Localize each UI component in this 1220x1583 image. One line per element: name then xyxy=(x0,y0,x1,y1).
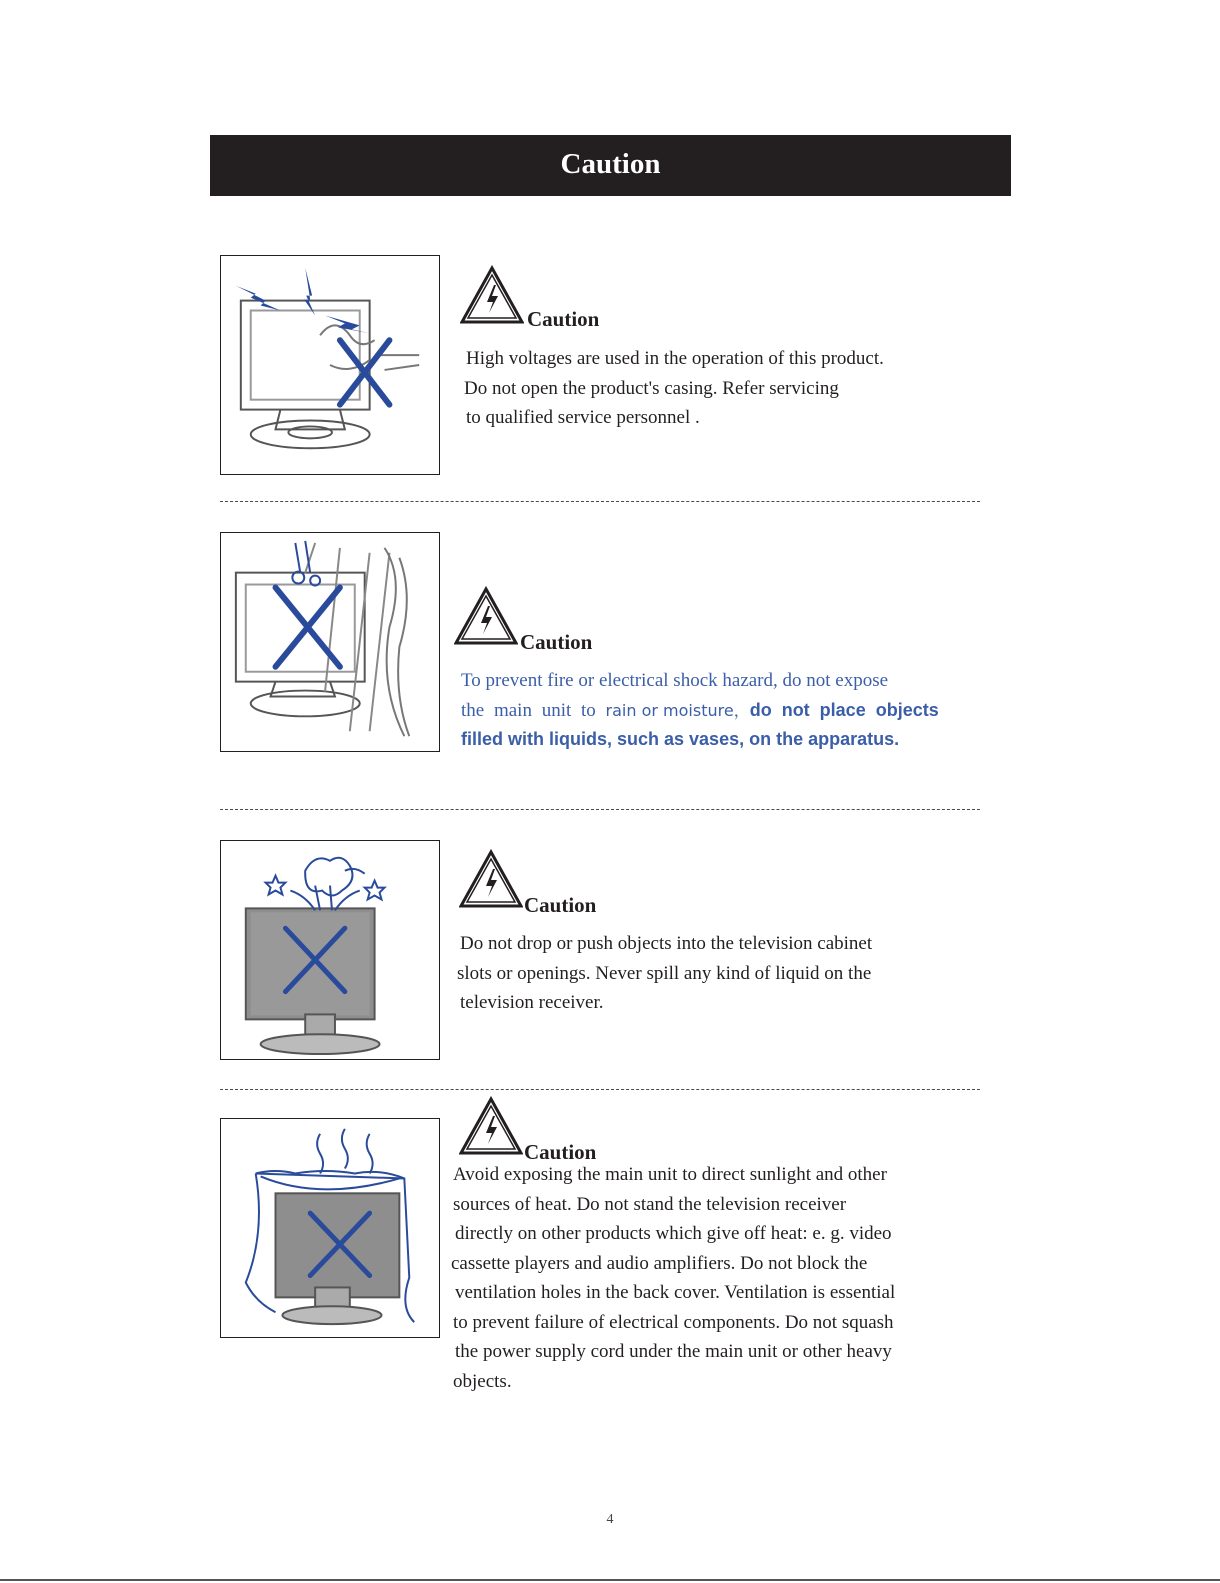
caution-text-objects xyxy=(457,929,873,1018)
text-line: To prevent fire or electrical shock hazard, do not expose xyxy=(461,670,889,691)
text-fragment: rain or moisture， xyxy=(605,700,750,720)
text-line: directly on other products which give off heat: e. g. video xyxy=(455,1223,892,1244)
electric-shock-warning-icon xyxy=(454,586,518,646)
section-divider xyxy=(220,1089,980,1090)
page-title: Caution xyxy=(560,148,661,180)
text-line: to qualified service personnel . xyxy=(466,407,700,428)
illustration-tv-rain-moisture xyxy=(220,532,440,752)
illustration-tv-objects-liquid xyxy=(220,840,440,1060)
section-divider xyxy=(220,809,980,810)
bottom-rule xyxy=(0,1579,1220,1581)
caution-text-heat xyxy=(453,1160,895,1396)
text-line: slots or openings. Never spill any kind of liquid on the xyxy=(457,962,872,984)
electric-shock-warning-icon xyxy=(460,265,524,325)
text-fragment: do not place objects xyxy=(749,699,939,720)
section-divider xyxy=(220,501,980,502)
page-number: 4 xyxy=(606,1512,614,1527)
text-line: Do not open the product's casing. Refer servicing xyxy=(464,377,839,399)
text-line: television receiver. xyxy=(460,992,604,1013)
text-line: High voltages are used in the operation of this product. xyxy=(466,348,884,369)
caution-text-moisture xyxy=(461,666,939,755)
text-line: filled with liquids, such as vases, on the apparatus. xyxy=(461,729,900,749)
text-line: sources of heat. Do not stand the television receiver xyxy=(453,1193,847,1215)
illustration-tv-heat-ventilation xyxy=(220,1118,440,1338)
caution-label: Caution xyxy=(520,630,593,654)
text-line: to prevent failure of electrical components. Do not squash xyxy=(453,1311,894,1333)
text-line: objects. xyxy=(453,1370,512,1392)
electric-shock-warning-icon xyxy=(459,849,523,909)
text-line: Avoid exposing the main unit to direct sunlight and other xyxy=(453,1164,887,1185)
text-fragment: the main unit to xyxy=(461,699,606,721)
caution-label: Caution xyxy=(524,893,597,917)
caution-label: Caution xyxy=(524,1140,597,1164)
text-line: cassette players and audio amplifiers. Do not block the xyxy=(451,1252,868,1274)
electric-shock-warning-icon xyxy=(459,1096,523,1156)
text-line: ventilation holes in the back cover. Ventilation is essential xyxy=(455,1282,896,1303)
header-bar xyxy=(210,135,1011,196)
text-line xyxy=(461,696,939,726)
text-line: Do not drop or push objects into the television cabinet xyxy=(460,933,873,954)
text-line: the power supply cord under the main unit or other heavy xyxy=(455,1341,892,1362)
caution-text-high-voltage xyxy=(466,344,884,433)
caution-label: Caution xyxy=(527,307,600,331)
illustration-tv-opening-casing xyxy=(220,255,440,475)
